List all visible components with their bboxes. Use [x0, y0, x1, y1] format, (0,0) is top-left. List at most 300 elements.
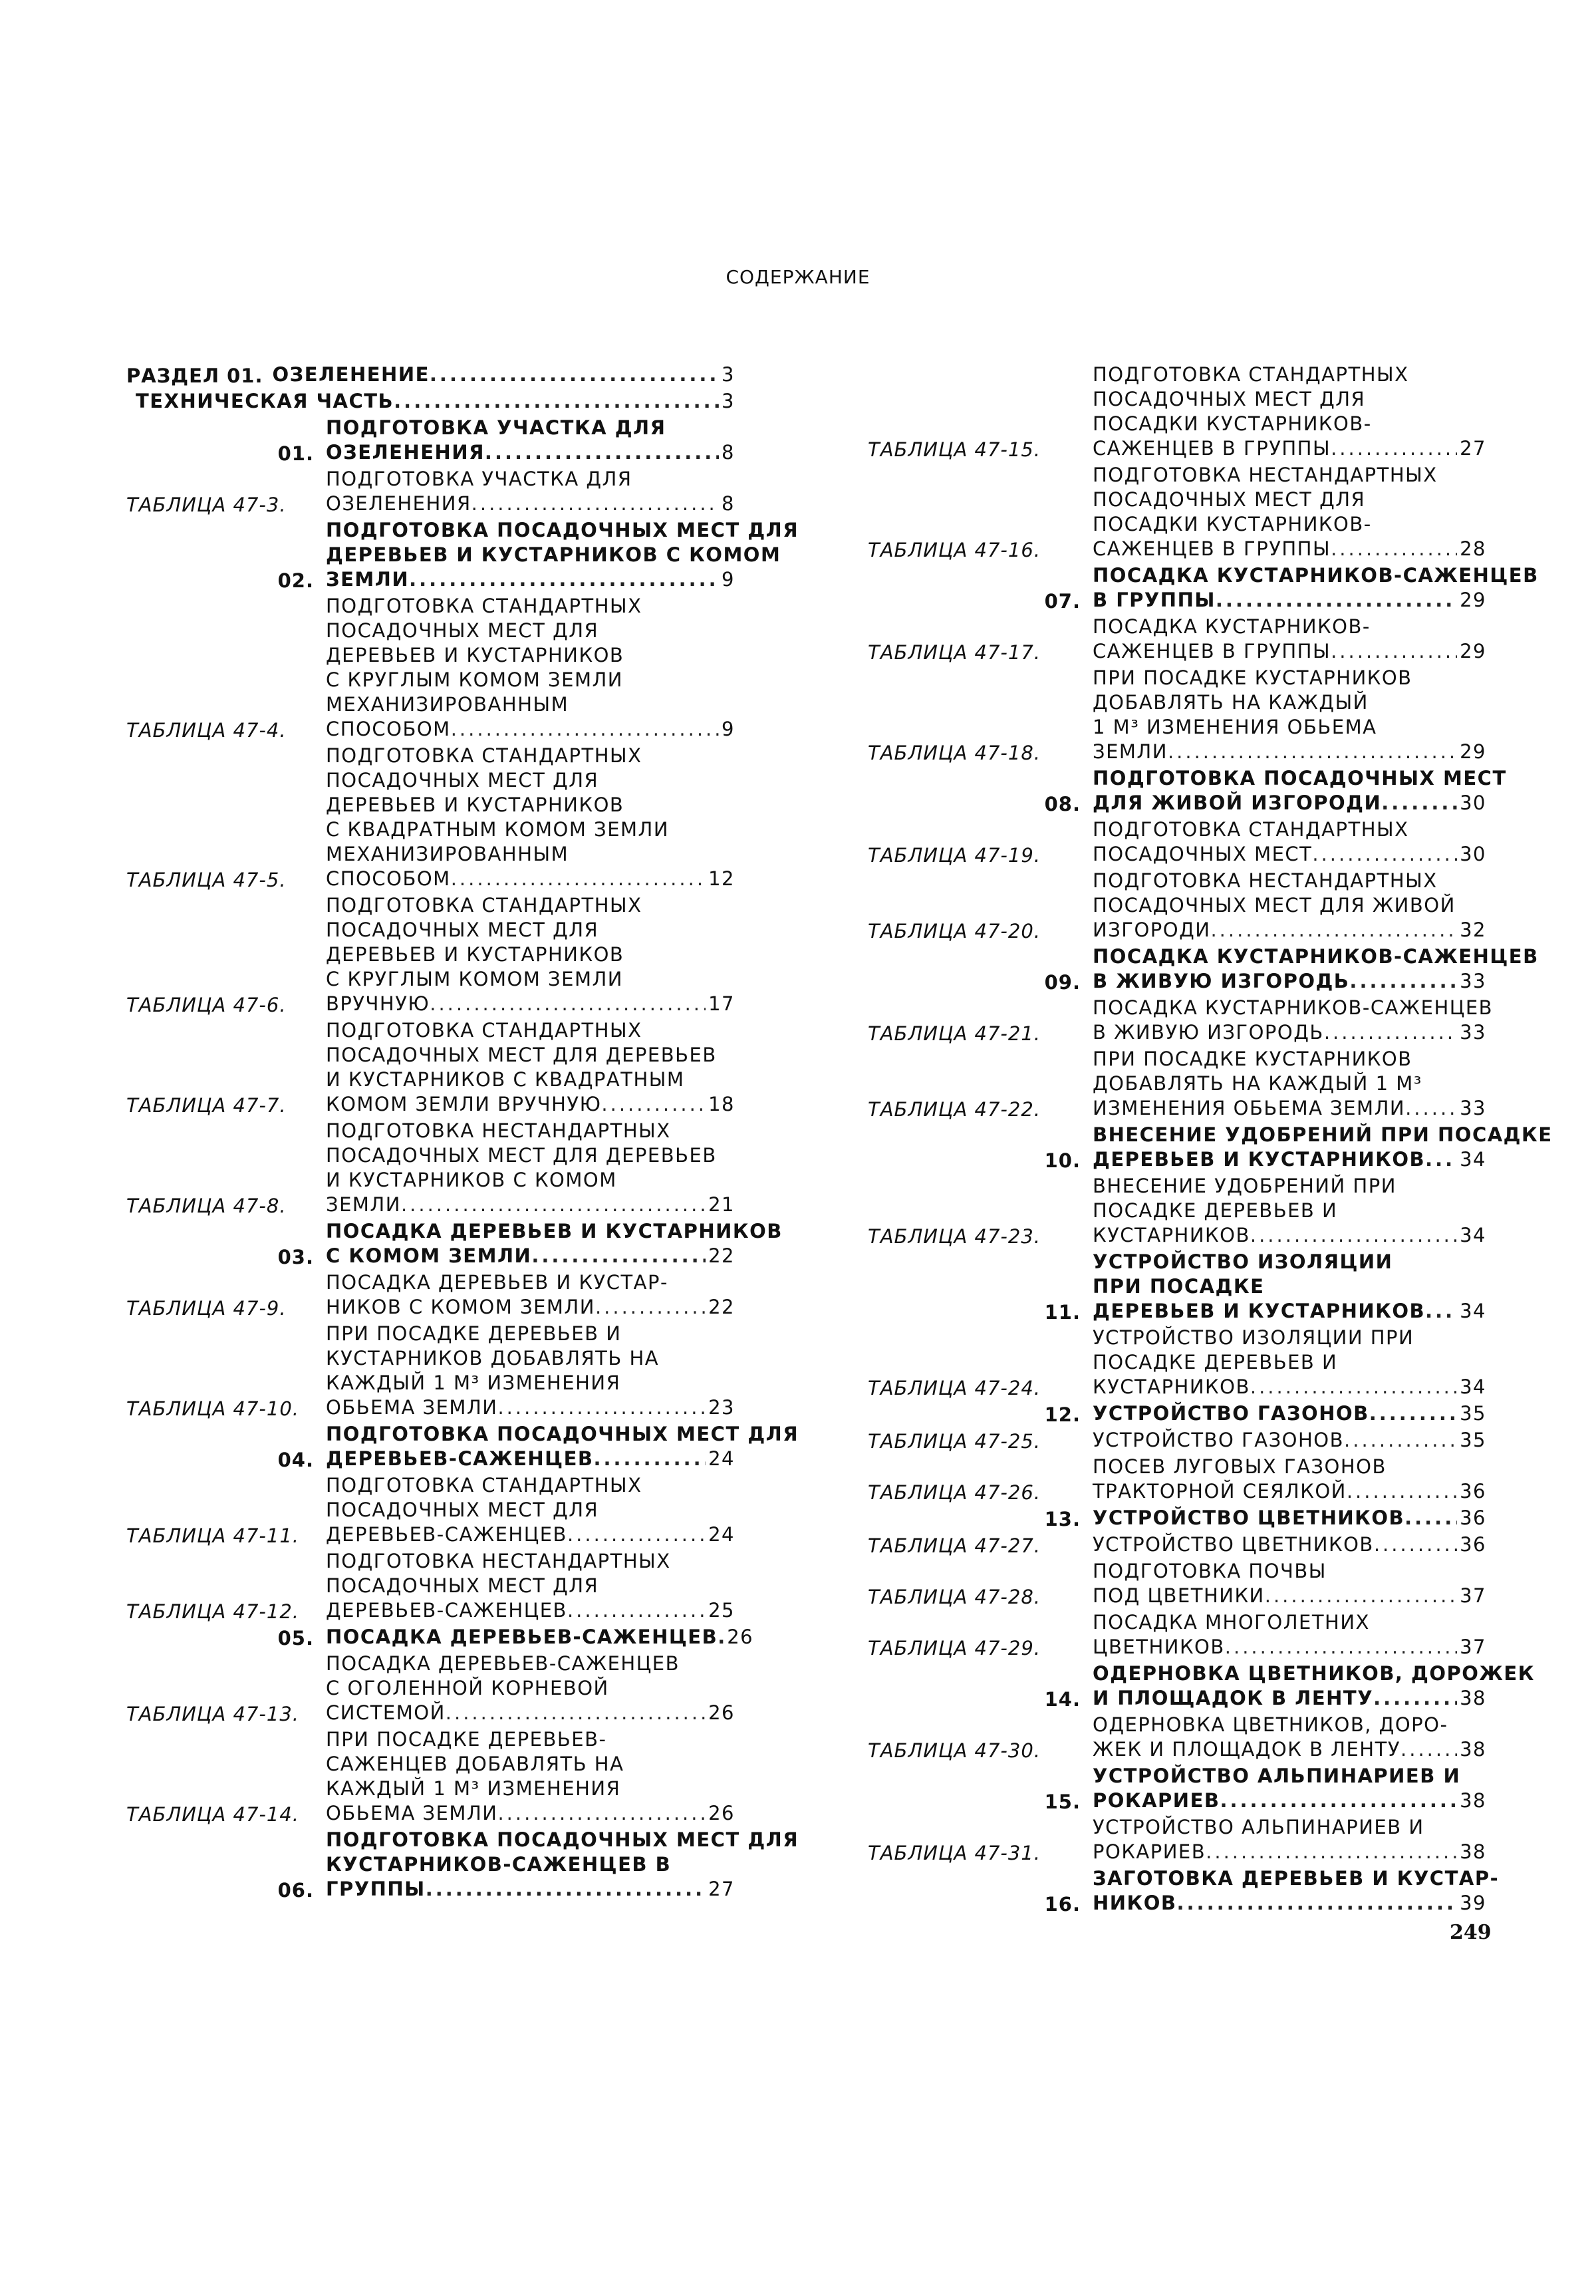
toc-entry-title-line: ПРИ ПОСАДКЕ КУСТАРНИКОВ	[1093, 1048, 1412, 1070]
toc-entry-title-line: ПОДГОТОВКА УЧАСТКА ДЛЯ	[326, 416, 666, 439]
toc-entry	[126, 1727, 735, 1826]
toc-entry-title	[1093, 615, 1486, 664]
toc-entry-page: 34	[1460, 1300, 1486, 1322]
dot-leader	[497, 1801, 706, 1826]
dot-leader	[1206, 1840, 1457, 1864]
toc-entry-title	[326, 1422, 799, 1471]
toc-entry-label: 14.	[1044, 1688, 1081, 1711]
dot-leader	[430, 362, 719, 387]
toc-entry-title-line: НИКОВ	[1093, 1892, 1177, 1914]
toc-entry-page: 39	[1460, 1892, 1486, 1914]
toc-entry-title-line: ОБЬЕМА ЗЕМЛИ	[326, 1396, 498, 1419]
toc-entry-label: ТАБЛИЦА 47-7.	[126, 1094, 287, 1117]
toc-entry-label: 04.	[277, 1449, 314, 1471]
toc-entry-title-line: КУСТАРНИКОВ	[1093, 1375, 1250, 1398]
toc-entry	[868, 463, 1486, 561]
toc-entry-title	[1093, 1428, 1486, 1453]
toc-entry-title	[1093, 463, 1486, 561]
page-title: СОДЕРЖАНИЕ	[726, 266, 870, 288]
dot-leader	[567, 1598, 706, 1623]
toc-entry-page: 38	[1460, 1789, 1486, 1812]
toc-entry-title	[326, 1651, 735, 1725]
toc-entry-title	[1093, 1455, 1486, 1504]
toc-entry-title	[1093, 817, 1486, 867]
toc-entry	[868, 1610, 1486, 1659]
toc-entry-title-line: В ГРУППЫ	[1093, 589, 1216, 611]
toc-entry-title-line: ИЗГОРОДИ	[1093, 919, 1211, 941]
toc-entry-title-line: ПОСАДКЕ ДЕРЕВЬЕВ И	[1093, 1199, 1338, 1222]
toc-entry-title-line: В ЖИВУЮ ИЗГОРОДЬ	[1093, 1021, 1324, 1044]
toc-entry-title	[326, 744, 735, 891]
toc-entry-title-line: ЗЕМЛИ	[326, 1193, 401, 1216]
toc-entry-title-line: ПОСАДКА ДЕРЕВЬЕВ И КУСТАРНИКОВ	[326, 1220, 783, 1242]
toc-entry-title-line: ВРУЧНУЮ	[326, 992, 430, 1015]
toc-entry-label: 16.	[1044, 1893, 1081, 1916]
toc-entry-page: 36	[1460, 1507, 1486, 1529]
dot-leader	[1425, 1147, 1457, 1172]
dot-leader	[1349, 969, 1457, 994]
toc-entry	[126, 389, 735, 414]
toc-entry-title-line: ПОСАДКИ КУСТАРНИКОВ-	[1093, 412, 1372, 435]
toc-entry-title-line: ОДЕРНОВКА ЦВЕТНИКОВ, ДОРОЖЕК	[1093, 1662, 1535, 1685]
toc-entry-title	[326, 1828, 799, 1902]
toc-entry-label: ТАБЛИЦА 47-3.	[126, 494, 287, 516]
toc-entry	[868, 1401, 1486, 1426]
toc-entry-page: 25	[708, 1599, 735, 1622]
toc-entry	[126, 1322, 735, 1420]
toc-entry-title	[326, 594, 735, 742]
dot-leader	[471, 492, 719, 516]
toc-entry	[868, 1174, 1486, 1248]
toc-entry-label: 10.	[1044, 1149, 1081, 1172]
toc-entry-title-line: САЖЕНЦЕВ ДОБАВЛЯТЬ НА	[326, 1753, 624, 1775]
dot-leader	[446, 1701, 706, 1725]
toc-entry-page: 38	[1460, 1738, 1486, 1761]
toc-entry-label: ТАБЛИЦА 47-25.	[868, 1430, 1041, 1453]
toc-entry	[868, 1815, 1486, 1864]
toc-entry-label: 12.	[1044, 1403, 1081, 1426]
toc-entry-title	[1093, 1250, 1486, 1324]
toc-entry-title-line: ПОСАДОЧНЫХ МЕСТ ДЛЯ	[326, 1499, 599, 1521]
toc-entry-title-line: ДОБАВЛЯТЬ НА КАЖДЫЙ 1 М³	[1093, 1072, 1422, 1095]
toc-entry	[868, 1506, 1486, 1530]
toc-entry-page: 33	[1460, 970, 1486, 992]
toc-entry-label: 05.	[277, 1627, 314, 1650]
toc-entry-page: 29	[1460, 740, 1486, 763]
toc-entry-title-line: С КОМОМ ЗЕМЛИ	[326, 1244, 532, 1267]
toc-entry	[868, 1559, 1486, 1608]
toc-entry	[126, 1270, 735, 1320]
toc-entry-title-line: ЗЕМЛИ	[1093, 740, 1168, 763]
toc-entry-title-line: ПОДГОТОВКА ПОЧВЫ	[1093, 1560, 1327, 1582]
toc-entry-title-line: ПОДГОТОВКА СТАНДАРТНЫХ	[326, 595, 642, 617]
toc-entry-title-line: ПОДГОТОВКА СТАНДАРТНЫХ	[326, 894, 642, 917]
toc-entry-title-line: ЗЕМЛИ	[326, 568, 410, 591]
toc-entry-label: 06.	[277, 1879, 314, 1902]
toc-entry-title	[1093, 1815, 1486, 1864]
toc-entry-title-line: КАЖДЫЙ 1 М³ ИЗМЕНЕНИЯ	[326, 1371, 621, 1394]
toc-entry-page: 27	[708, 1878, 735, 1900]
toc-entry-label: ТАБЛИЦА 47-29.	[868, 1637, 1041, 1659]
toc-entry-title-line: КУСТАРНИКОВ-САЖЕНЦЕВ В	[326, 1853, 672, 1876]
toc-entry	[126, 893, 735, 1016]
toc-entry-page: 21	[708, 1193, 735, 1216]
toc-entry-label: ТАБЛИЦА 47-13.	[126, 1703, 300, 1725]
toc-entry-title	[326, 416, 735, 465]
toc-entry-page: 24	[708, 1447, 735, 1470]
toc-left-column	[126, 362, 799, 1904]
toc-entry-page: 30	[1460, 843, 1486, 865]
toc-entry-title	[326, 1270, 735, 1320]
toc-entry-title-line: КАЖДЫЙ 1 М³ ИЗМЕНЕНИЯ	[326, 1777, 621, 1800]
dot-leader	[1225, 1635, 1457, 1659]
toc-entry-title-line: ПОСЕВ ЛУГОВЫХ ГАЗОНОВ	[1093, 1455, 1387, 1478]
toc-entry-title-line: МЕХАНИЗИРОВАННЫМ	[326, 843, 569, 865]
toc-entry-title-line: УСТРОЙСТВО ИЗОЛЯЦИИ ПРИ	[1093, 1326, 1414, 1349]
toc-entry-title	[326, 467, 735, 516]
toc-entry-title-line: МЕХАНИЗИРОВАННЫМ	[326, 693, 569, 716]
toc-entry-page: 35	[1460, 1402, 1486, 1425]
toc-entry-title-line: ПОСАДКА ДЕРЕВЬЕВ-САЖЕНЦЕВ	[326, 1652, 680, 1675]
dot-leader	[430, 992, 706, 1016]
toc-entry-title-line: САЖЕНЦЕВ В ГРУППЫ	[1093, 640, 1331, 662]
toc-entry-label: ТАБЛИЦА 47-6.	[126, 994, 287, 1016]
toc-entry-label: ТАБЛИЦА 47-23.	[868, 1225, 1041, 1248]
toc-entry-title-line: ПОДГОТОВКА УЧАСТКА ДЛЯ	[326, 468, 632, 490]
toc-entry-title	[273, 362, 735, 387]
toc-entry-title-line: УСТРОЙСТВО АЛЬПИНАРИЕВ И	[1093, 1816, 1424, 1838]
toc-entry-title-line: В ЖИВУЮ ИЗГОРОДЬ	[1093, 970, 1350, 992]
dot-leader	[1381, 791, 1457, 815]
toc-entry-page: 38	[1460, 1840, 1486, 1863]
toc-entry	[868, 996, 1494, 1045]
toc-entry-page: 17	[708, 992, 735, 1015]
toc-entry-title-line: ПОСАДОЧНЫХ МЕСТ ДЛЯ ДЕРЕВЬЕВ	[326, 1144, 717, 1167]
toc-entry-title	[1093, 1610, 1486, 1659]
toc-entry-label: ТАБЛИЦА 47-18.	[868, 742, 1041, 764]
toc-entry-title-line: ПОСАДОЧНЫХ МЕСТ ДЛЯ ЖИВОЙ	[1093, 894, 1456, 917]
toc-entry-label: ТАБЛИЦА 47-24.	[868, 1377, 1041, 1399]
toc-entry-title-line: С КРУГЛЫМ КОМОМ ЗЕМЛИ	[326, 668, 623, 691]
toc-entry-title-line: УСТРОЙСТВО ЦВЕТНИКОВ	[1093, 1533, 1374, 1556]
toc-entry	[868, 766, 1507, 815]
toc-entry-page: 3	[722, 363, 735, 386]
dot-leader	[1177, 1891, 1458, 1916]
toc-entry-title	[1093, 766, 1507, 815]
toc-entry	[126, 518, 799, 592]
toc-entry-label: ТАБЛИЦА 47-4.	[126, 719, 287, 742]
toc-entry-title-line: И КУСТАРНИКОВ С КВАДРАТНЫМ	[326, 1068, 685, 1091]
toc-entry-title-line: ДЕРЕВЬЕВ И КУСТАРНИКОВ	[1093, 1300, 1426, 1322]
toc-entry-title-line: С КВАДРАТНЫМ КОМОМ ЗЕМЛИ	[326, 818, 670, 841]
toc-entry-title-line: ПОСАДКЕ ДЕРЕВЬЕВ И	[1093, 1351, 1338, 1373]
toc-entry-title	[1093, 1326, 1486, 1399]
toc-entry-title	[1093, 944, 1539, 994]
toc-entry-label: ТАБЛИЦА 47-11.	[126, 1524, 300, 1547]
toc-entry-title-line: ИЗМЕНЕНИЯ ОБЬЕМА ЗЕМЛИ	[1093, 1097, 1406, 1119]
toc-entry-title-line: ЗАГОТОВКА ДЕРЕВЬЕВ И КУСТАР-	[1093, 1867, 1500, 1890]
dot-leader	[1347, 1479, 1457, 1504]
dot-leader	[497, 1395, 706, 1420]
toc-entry-title-line: УСТРОЙСТВО ГАЗОНОВ	[1093, 1429, 1345, 1451]
toc-entry-page: 22	[708, 1244, 735, 1267]
toc-entry-label: ТАБЛИЦА 47-19.	[868, 844, 1041, 867]
toc-entry-title-line: ПОСАДКА КУСТАРНИКОВ-САЖЕНЦЕВ	[1093, 564, 1539, 587]
toc-entry	[126, 1651, 735, 1725]
toc-entry-title-line: САЖЕНЦЕВ В ГРУППЫ	[1093, 537, 1331, 560]
toc-entry-title-line: ГРУППЫ	[326, 1878, 426, 1900]
toc-entry-title	[1093, 1713, 1486, 1762]
toc-entry-title-line: ПОСАДОЧНЫХ МЕСТ ДЛЯ	[1093, 488, 1366, 511]
dot-leader	[718, 1625, 724, 1650]
toc-entry-label: 08.	[1044, 793, 1081, 815]
dot-leader	[1324, 1020, 1457, 1045]
dot-leader	[1331, 537, 1457, 561]
toc-entry	[868, 817, 1486, 867]
toc-entry	[868, 944, 1539, 994]
toc-entry-title	[326, 1119, 735, 1217]
toc-entry-title-line: ПОСАДОЧНЫХ МЕСТ ДЛЯ	[326, 769, 599, 791]
dot-leader	[1168, 740, 1457, 764]
toc-entry-title-line: ЦВЕТНИКОВ	[1093, 1636, 1225, 1658]
dot-leader	[1400, 1737, 1457, 1762]
toc-entry-title-line: ДОБАВЛЯТЬ НА КАЖДЫЙ	[1093, 691, 1369, 714]
dot-leader	[1250, 1375, 1457, 1399]
toc-entry-title	[1093, 996, 1494, 1045]
toc-entry	[126, 1625, 754, 1650]
toc-entry-label: ТАБЛИЦА 47-5.	[126, 869, 287, 891]
toc-entry-label: ТАБЛИЦА 47-17.	[868, 641, 1041, 664]
toc-entry-title-line: ДЕРЕВЬЕВ И КУСТАРНИКОВ С КОМОМ	[326, 543, 781, 566]
toc-entry-title-line: ПОДГОТОВКА СТАНДАРТНЫХ	[326, 744, 642, 767]
dot-leader	[1312, 842, 1457, 867]
toc-entry-label: ТАБЛИЦА 47-20.	[868, 920, 1041, 942]
toc-entry-title	[1093, 869, 1486, 942]
toc-entry-label: ТАБЛИЦА 47-21.	[868, 1022, 1041, 1045]
toc-entry-page: 36	[1460, 1480, 1486, 1503]
toc-entry-title-line: ПРИ ПОСАДКЕ КУСТАРНИКОВ	[1093, 666, 1412, 689]
dot-leader	[1404, 1506, 1457, 1530]
toc-entry-title-line: РОКАРИЕВ	[1093, 1789, 1220, 1812]
toc-entry-title-line: ПРИ ПОСАДКЕ ДЕРЕВЬЕВ-	[326, 1728, 607, 1751]
toc-entry-page: 23	[708, 1396, 735, 1419]
toc-entry-title-line: ПОСАДКА КУСТАРНИКОВ-САЖЕНЦЕВ	[1093, 945, 1539, 968]
toc-entry-page: 27	[1460, 437, 1486, 460]
toc-entry-title-line: ОБЬЕМА ЗЕМЛИ	[326, 1802, 498, 1824]
toc-entry-title-line: УСТРОЙСТВО ГАЗОНОВ	[1093, 1402, 1369, 1425]
toc-entry-title	[136, 389, 735, 414]
toc-entry	[126, 1018, 735, 1117]
toc-entry	[868, 1123, 1553, 1172]
toc-entry-label: ТАБЛИЦА 47-27.	[868, 1534, 1041, 1557]
dot-leader	[567, 1522, 706, 1547]
toc-entry-label: ТАБЛИЦА 47-16.	[868, 539, 1041, 561]
toc-entry-title	[1093, 1866, 1500, 1916]
toc-entry-title-line: ПОДГОТОВКА ПОСАДОЧНЫХ МЕСТ ДЛЯ	[326, 519, 799, 541]
toc-entry-page: 38	[1460, 1687, 1486, 1709]
toc-entry-label: ТАБЛИЦА 47-15.	[868, 438, 1041, 461]
toc-entry-title-line: ДЕРЕВЬЕВ И КУСТАРНИКОВ	[326, 793, 624, 816]
toc-right-column	[868, 362, 1553, 1918]
toc-entry-title-line: ОЗЕЛЕНЕНИЕ	[272, 363, 430, 386]
toc-entry-page: 8	[722, 441, 735, 464]
toc-entry-title	[1093, 1123, 1553, 1172]
toc-entry-title-line: ТРАКТОРНОЙ СЕЯЛКОЙ	[1093, 1480, 1347, 1503]
toc-entry	[126, 594, 735, 742]
toc-entry-title	[1093, 666, 1486, 764]
toc-entry-title-line: И ПЛОЩАДОК В ЛЕНТУ	[1093, 1687, 1374, 1709]
toc-entry-title	[1093, 1661, 1535, 1711]
toc-entry-page: 8	[722, 492, 735, 515]
toc-entry-title-line: ОЗЕЛЕНЕНИЯ	[326, 492, 471, 515]
toc-entry-title-line: ПОСАДОЧНЫХ МЕСТ ДЛЯ	[326, 1574, 599, 1597]
toc-entry-title-line: ПОСАДОЧНЫХ МЕСТ	[1093, 843, 1313, 865]
toc-entry-label: 03.	[277, 1246, 314, 1268]
toc-entry-title-line: ПОДГОТОВКА ПОСАДОЧНЫХ МЕСТ ДЛЯ	[326, 1423, 799, 1445]
toc-entry-title-line: ПОДГОТОВКА ПОСАДОЧНЫХ МЕСТ ДЛЯ	[326, 1828, 799, 1851]
toc-entry-title-line: САЖЕНЦЕВ В ГРУППЫ	[1093, 437, 1331, 460]
toc-entry-title-line: ПОСАДКА ДЕРЕВЬЕВ-САЖЕНЦЕВ	[326, 1626, 718, 1648]
dot-leader	[1331, 436, 1457, 461]
toc-entry-label: РАЗДЕЛ 01.	[126, 364, 263, 387]
toc-entry-title-line: ПОДГОТОВКА СТАНДАРТНЫХ	[1093, 363, 1409, 386]
toc-entry	[868, 1428, 1486, 1453]
toc-entry-page: 37	[1460, 1584, 1486, 1607]
dot-leader	[531, 1244, 706, 1268]
dot-leader	[409, 567, 719, 592]
dot-leader	[1344, 1428, 1457, 1453]
toc-entry-title-line: ПОСАДОЧНЫХ МЕСТ ДЛЯ	[326, 919, 599, 941]
toc-entry-label: ТАБЛИЦА 47-8.	[126, 1195, 287, 1217]
toc-entry	[126, 1219, 783, 1268]
toc-entry	[126, 1119, 735, 1217]
toc-entry	[868, 1532, 1486, 1557]
dot-leader	[1210, 918, 1457, 942]
toc-entry-label: ТАБЛИЦА 47-9.	[126, 1297, 287, 1320]
toc-entry	[868, 1713, 1486, 1762]
toc-entry-page: 32	[1460, 919, 1486, 941]
toc-entry-label: 15.	[1044, 1791, 1081, 1813]
toc-entry-title	[326, 1322, 735, 1420]
toc-entry-title-line: ПОДГОТОВКА СТАНДАРТНЫХ	[1093, 818, 1409, 841]
toc-entry-label: ТАБЛИЦА 47-26.	[868, 1481, 1041, 1504]
toc-entry-page: 30	[1460, 791, 1486, 814]
toc-entry-title-line: ПОСАДОЧНЫХ МЕСТ ДЛЯ	[1093, 388, 1366, 410]
toc-entry	[126, 1473, 735, 1547]
toc-entry-title-line: ПОСАДКИ КУСТАРНИКОВ-	[1093, 513, 1372, 535]
dot-leader	[594, 1447, 706, 1471]
toc-entry	[126, 1422, 799, 1471]
toc-entry	[868, 1047, 1486, 1121]
toc-entry-label: ТАБЛИЦА 47-10.	[126, 1397, 300, 1420]
toc-entry-page: 34	[1460, 1224, 1486, 1246]
toc-entry-title-line: ДЕРЕВЬЕВ И КУСТАРНИКОВ	[326, 943, 624, 966]
toc-entry-page: 12	[708, 867, 735, 890]
toc-entry-label: 11.	[1044, 1301, 1081, 1324]
toc-entry-title	[326, 1625, 754, 1650]
toc-entry-title-line: ДЕРЕВЬЕВ-САЖЕНЦЕВ	[326, 1599, 567, 1622]
toc-entry-title	[326, 1219, 783, 1268]
toc-entry-title-line: ДЛЯ ЖИВОЙ ИЗГОРОДИ	[1093, 791, 1382, 814]
toc-entry-page: 3	[722, 390, 735, 412]
toc-entry-label: 07.	[1044, 590, 1081, 613]
toc-entry-page: 36	[1460, 1533, 1486, 1556]
dot-leader	[394, 389, 719, 414]
dot-leader	[1216, 588, 1457, 613]
toc-entry	[126, 744, 735, 891]
dot-leader	[1369, 1401, 1457, 1426]
dot-leader	[1250, 1223, 1457, 1248]
toc-entry-title-line: КОМОМ ЗЕМЛИ ВРУЧНУЮ	[326, 1093, 602, 1115]
toc-entry-title	[1093, 1764, 1486, 1813]
dot-leader	[451, 867, 706, 891]
toc-entry-title	[326, 1549, 735, 1623]
dot-leader	[1331, 639, 1457, 664]
toc-entry-title-line: КУСТАРНИКОВ ДОБАВЛЯТЬ НА	[326, 1347, 660, 1369]
toc-entry-title-line: ПОСАДОЧНЫХ МЕСТ ДЛЯ ДЕРЕВЬЕВ	[326, 1044, 717, 1066]
toc-entry-page: 26	[727, 1626, 754, 1648]
dot-leader	[601, 1092, 706, 1117]
toc-entry-page: 34	[1460, 1375, 1486, 1398]
toc-entry-title-line: СПОСОБОМ	[326, 867, 451, 890]
toc-entry-title-line: СИСТЕМОЙ	[326, 1701, 446, 1724]
toc-entry-title-line: ПРИ ПОСАДКЕ ДЕРЕВЬЕВ И	[326, 1322, 622, 1345]
toc-entry	[868, 1250, 1486, 1324]
toc-entry-page: 22	[708, 1296, 735, 1318]
toc-entry-title-line: ВНЕСЕНИЕ УДОБРЕНИЙ ПРИ ПОСАДКЕ	[1093, 1123, 1553, 1146]
toc-entry	[868, 666, 1486, 764]
toc-entry-label: ТАБЛИЦА 47-28.	[868, 1586, 1041, 1608]
toc-entry-title-line: ПОДГОТОВКА СТАНДАРТНЫХ	[326, 1474, 642, 1497]
toc-entry	[868, 1661, 1535, 1711]
toc-entry-title	[1093, 362, 1486, 461]
dot-leader	[485, 440, 719, 465]
toc-entry-title-line: ПОДГОТОВКА НЕСТАНДАРТНЫХ	[326, 1550, 671, 1572]
toc-entry-title	[326, 1018, 735, 1117]
toc-entry-title-line: ПОСАДКА МНОГОЛЕТНИХ	[1093, 1611, 1370, 1634]
dot-leader	[1220, 1789, 1458, 1813]
toc-entry-title-line: УСТРОЙСТВО ИЗОЛЯЦИИ	[1093, 1250, 1393, 1273]
toc-entry-label: 09.	[1044, 971, 1081, 994]
toc-entry-title	[1093, 1559, 1486, 1608]
toc-entry-title-line: СПОСОБОМ	[326, 718, 451, 740]
toc-entry-title-line: ПОСАДКА ДЕРЕВЬЕВ И КУСТАР-	[326, 1271, 668, 1294]
toc-entry	[868, 1764, 1486, 1813]
toc-entry-title	[1093, 563, 1539, 613]
dot-leader	[1374, 1532, 1457, 1557]
toc-entry-title	[326, 893, 735, 1016]
toc-entry-page: 34	[1460, 1148, 1486, 1171]
toc-entry-title	[1093, 1047, 1486, 1121]
toc-entry-title-line: ВНЕСЕНИЕ УДОБРЕНИЙ ПРИ	[1093, 1175, 1396, 1197]
toc-entry	[868, 1326, 1486, 1399]
toc-entry-title-line: ДЕРЕВЬЕВ-САЖЕНЦЕВ	[326, 1523, 567, 1546]
toc-entry-label: 01.	[277, 442, 314, 465]
toc-entry-title-line: ДЕРЕВЬЕВ-САЖЕНЦЕВ	[326, 1447, 594, 1470]
dot-leader	[1373, 1686, 1457, 1711]
toc-entry-page: 24	[708, 1523, 735, 1546]
toc-entry-title-line: ЖЕК И ПЛОЩАДОК В ЛЕНТУ	[1093, 1738, 1401, 1761]
toc-entry-label: ТАБЛИЦА 47-31.	[868, 1842, 1041, 1864]
dot-leader	[401, 1193, 706, 1217]
toc-entry-title-line: ПОД ЦВЕТНИКИ	[1093, 1584, 1265, 1607]
toc-entry-page: 29	[1460, 589, 1486, 611]
toc-entry-title-line: УСТРОЙСТВО АЛЬПИНАРИЕВ И	[1093, 1765, 1461, 1787]
dot-leader	[426, 1877, 706, 1902]
toc-entry-title-line: КУСТАРНИКОВ	[1093, 1224, 1250, 1246]
toc-entry-page: 29	[1460, 640, 1486, 662]
toc-entry-title	[326, 518, 799, 592]
